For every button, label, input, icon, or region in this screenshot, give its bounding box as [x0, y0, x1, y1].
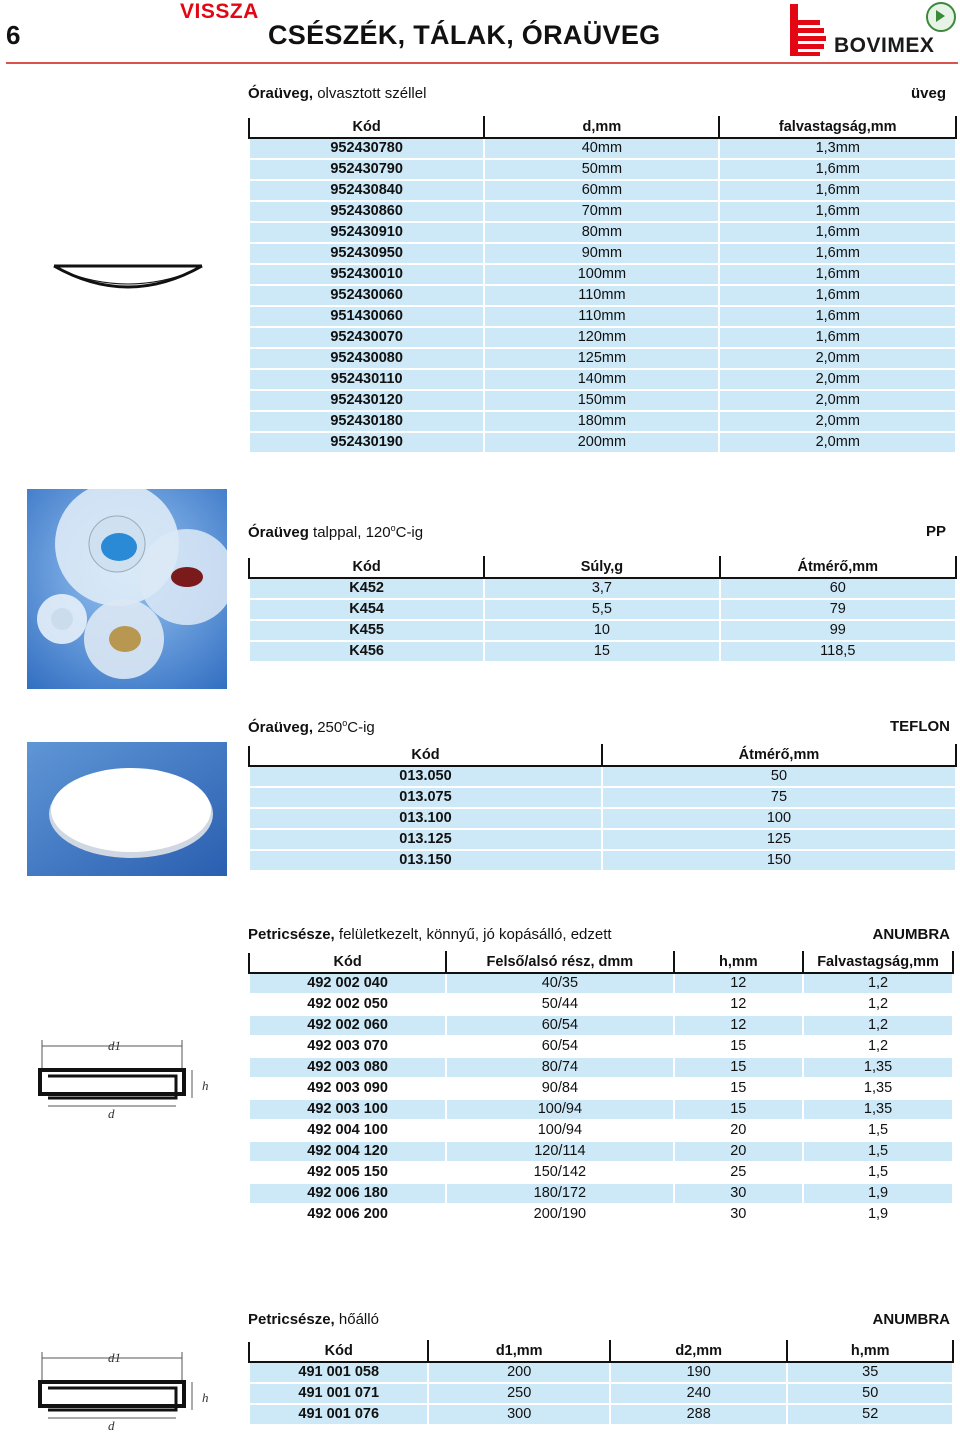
table-row: 952430110 140mm 2,0mm [249, 369, 956, 390]
table-row: 492 005 150 150/142 25 1,5 [249, 1162, 953, 1183]
table-row: 492 004 100 100/94 20 1,5 [249, 1120, 953, 1141]
table-row: 492 006 200 200/190 30 1,9 [249, 1204, 953, 1225]
table-row: 013.125 125 [249, 829, 956, 850]
section-material: ANUMBRA [872, 1311, 950, 1328]
table-row: 492 003 070 60/54 15 1,2 [249, 1036, 953, 1057]
column-header: d2,mm [610, 1341, 788, 1362]
table-row: 491 001 058 200 190 35 [249, 1362, 953, 1383]
column-header: Kód [249, 117, 484, 138]
table-row: 013.050 50 [249, 766, 956, 787]
table-row: 952430060 110mm 1,6mm [249, 285, 956, 306]
table-row: 952430190 200mm 2,0mm [249, 432, 956, 453]
teflon-watch-glass-photo [27, 742, 227, 876]
diagram-label-h: h [202, 1078, 209, 1093]
table-row: 491 001 076 300 288 52 [249, 1404, 953, 1425]
diagram-label-d1: d1 [108, 1350, 121, 1365]
column-header: Átmérő,mm [720, 557, 956, 578]
back-link[interactable]: VISSZA [180, 0, 259, 23]
logo-text: BOVIMEX [834, 34, 935, 57]
petri-dish-diagram [36, 1036, 222, 1120]
table-row: 952430790 50mm 1,6mm [249, 159, 956, 180]
column-header: Kód [249, 1341, 428, 1362]
table-row: K455 10 99 [249, 620, 956, 641]
table-oraveg-teflon [248, 744, 957, 872]
diagram-label-d1: d1 [108, 1038, 121, 1053]
pp-watch-glass-photo [27, 489, 227, 689]
bovimex-logo[interactable] [786, 2, 956, 60]
section-material: PP [925, 523, 946, 540]
column-header: Kód [249, 557, 484, 578]
column-header: falvastagság,mm [719, 117, 956, 138]
table-row: 952430950 90mm 1,6mm [249, 243, 956, 264]
column-header: Átmérő,mm [602, 745, 956, 766]
section-material: TEFLON [890, 718, 950, 735]
table-row: 013.150 150 [249, 850, 956, 871]
column-header: h,mm [787, 1341, 953, 1362]
section-title-oraveg-teflon: Óraüveg, 250$^o$C-ig [248, 718, 375, 736]
logo-mark-icon [790, 4, 828, 56]
table-row: 952430120 150mm 2,0mm [249, 390, 956, 411]
diagram-label-d: d [108, 1418, 115, 1432]
table-row: 952430840 60mm 1,6mm [249, 180, 956, 201]
table-row: 492 003 090 90/84 15 1,35 [249, 1078, 953, 1099]
table-petricsesze-hoallo [248, 1340, 954, 1426]
table-row: K456 15 118,5 [249, 641, 956, 662]
table-row: 492 002 050 50/44 12 1,2 [249, 994, 953, 1015]
header-divider [6, 62, 958, 64]
table-row: 952430910 80mm 1,6mm [249, 222, 956, 243]
column-header: Súly,g [484, 557, 719, 578]
table-row: 952430070 120mm 1,6mm [249, 327, 956, 348]
table-row: 492 002 040 40/35 12 1,2 [249, 973, 953, 994]
section-title-oraveg-talppal: Óraüveg talppal, 120$^o$C-ig [248, 523, 424, 541]
column-header: h,mm [674, 952, 804, 973]
table-row: 952430860 70mm 1,6mm [249, 201, 956, 222]
table-row: 952430780 40mm 1,3mm [249, 138, 956, 159]
certification-seal-icon [926, 2, 956, 32]
column-header: Kód [249, 952, 446, 973]
section-material: üveg [910, 85, 946, 102]
column-header: Felső/alsó rész, dmm [446, 952, 673, 973]
table-row: 492 004 120 120/114 20 1,5 [249, 1141, 953, 1162]
table-row: 951430060 110mm 1,6mm [249, 306, 956, 327]
table-row: 952430080 125mm 2,0mm [249, 348, 956, 369]
table-row: K454 5,5 79 [249, 599, 956, 620]
page-title: CSÉSZÉK, TÁLAK, ÓRAÜVEG [268, 20, 661, 50]
section-material: ANUMBRA [872, 926, 950, 943]
petri-dish-heat-diagram [36, 1348, 222, 1432]
page-number: 6 [6, 20, 21, 50]
diagram-label-h: h [202, 1390, 209, 1405]
table-row: 492 003 080 80/74 15 1,35 [249, 1057, 953, 1078]
table-row: 491 001 071 250 240 50 [249, 1383, 953, 1404]
column-header: Falvastagság,mm [803, 952, 953, 973]
table-row: 492 002 060 60/54 12 1,2 [249, 1015, 953, 1036]
column-header: Kód [249, 745, 602, 766]
section-title-oraveg: Óraüveg, olvasztott széllel [248, 85, 427, 102]
watch-glass-diagram [52, 258, 204, 294]
table-row: 013.100 100 [249, 808, 956, 829]
table-row: K452 3,7 60 [249, 578, 956, 599]
section-title-petricsesze-hoallo: Petricsésze, hőálló [248, 1311, 379, 1328]
column-header: d1,mm [428, 1341, 610, 1362]
table-oraveg-talppal [248, 556, 957, 663]
table-row: 952430010 100mm 1,6mm [249, 264, 956, 285]
table-row: 952430180 180mm 2,0mm [249, 411, 956, 432]
table-row: 492 006 180 180/172 30 1,9 [249, 1183, 953, 1204]
table-row: 013.075 75 [249, 787, 956, 808]
table-oraveg [248, 116, 957, 454]
table-row: 492 003 100 100/94 15 1,35 [249, 1099, 953, 1120]
table-petricsesze [248, 951, 954, 1226]
column-header: d,mm [484, 117, 719, 138]
section-title-petricsesze: Petricsésze, felületkezelt, könnyű, jó kopásálló, edzett [248, 926, 612, 943]
diagram-label-d: d [108, 1106, 115, 1120]
